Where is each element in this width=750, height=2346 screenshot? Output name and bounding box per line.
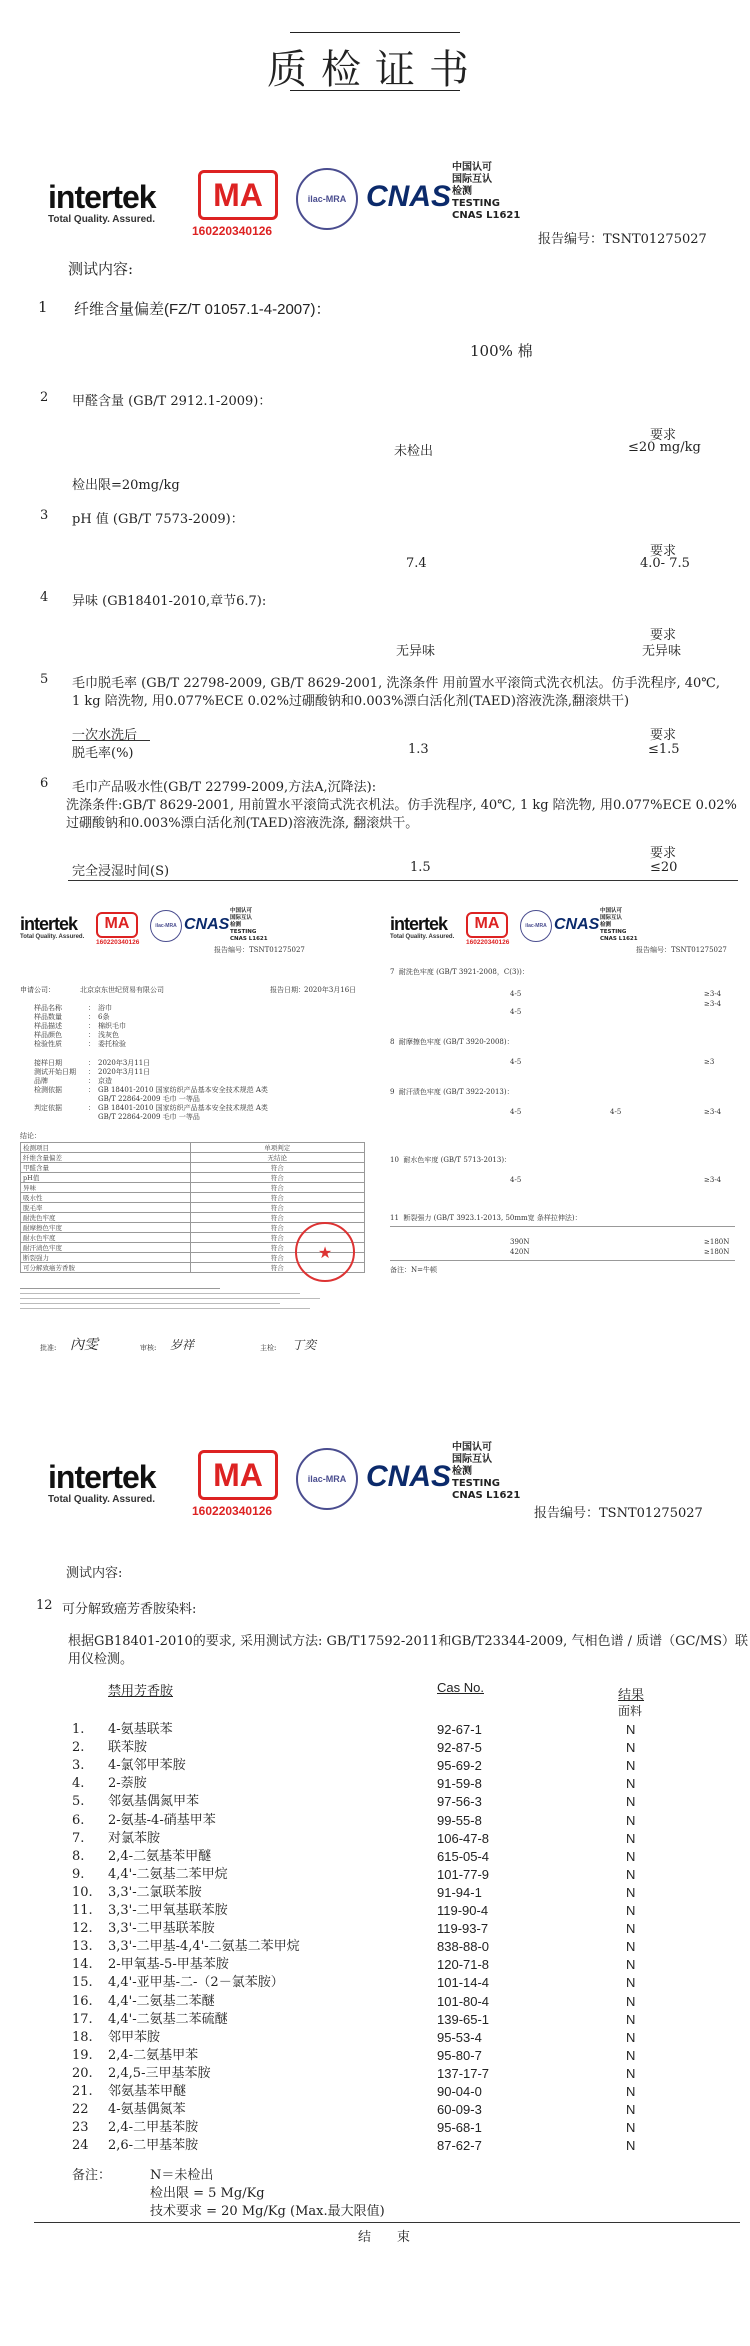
amine-name: 4-氨基联苯 xyxy=(108,1722,173,1737)
amine-name: 2-萘胺 xyxy=(108,1776,147,1792)
amine-cas: 95-68-1 xyxy=(437,2120,482,2136)
mini-right-ilac-logo: ilac-MRA xyxy=(520,910,552,942)
mini-left-sign-review: 审核: xyxy=(140,1344,157,1352)
mini-left-table-row xyxy=(21,1213,365,1223)
item-12-desc-2: 用仪检测。 xyxy=(68,1652,134,1667)
amine-res: N xyxy=(626,2011,636,2027)
item-5-title-2: 1 kg 陪洗物, 用0.077%ECE 0.02%过硼酸钠和0.003%漂白活化剂(TAED)溶液洗涤,翻滚烘干) xyxy=(72,694,630,709)
note-1: N＝未检出 xyxy=(150,2168,214,2183)
mini-right-report-no: 报告编号：TSNT01275027 xyxy=(636,946,727,954)
mini-left-info-cell: 测试开始日期 xyxy=(34,1068,76,1076)
amine-res: N xyxy=(626,2029,636,2045)
item-12-num: 12 xyxy=(36,1598,53,1613)
mini-left-table-row xyxy=(21,1193,365,1203)
item-3-num: 3 xyxy=(40,508,49,523)
mini-left-table-cell: 无结论 xyxy=(190,1153,365,1163)
amine-no: 17. xyxy=(72,2011,93,2027)
mini-left-info-cell: 检测依据 xyxy=(34,1086,62,1094)
mini-left-info-cell: ： xyxy=(88,1004,95,1012)
title-bottom-rule xyxy=(290,90,460,91)
mini-right-ma-code: 160220340126 xyxy=(466,939,510,946)
mini-right-req-2: ≥3-4 xyxy=(704,1000,722,1008)
amine-no: 16. xyxy=(72,1993,93,2009)
amine-no: 19. xyxy=(72,2047,93,2063)
amine-cas: 119-93-7 xyxy=(437,1921,489,1937)
tagline-3: Total Quality. Assured. xyxy=(48,1494,156,1505)
item-2-num: 2 xyxy=(40,390,49,405)
amine-no: 6. xyxy=(72,1812,85,1828)
amine-cas: 87-62-7 xyxy=(437,2138,482,2154)
amine-no: 4. xyxy=(72,1776,85,1792)
item-5-title: 毛巾脱毛率 (GB/T 22798-2009, GB/T 8629-2001, 洗涤条件 用前置水平滚筒式洗衣机法。仿手洗程序, 40℃, xyxy=(72,676,720,691)
amine-no: 18. xyxy=(72,2029,93,2045)
mini-right-sec-10: 10 耐水色牢度 (GB/T 5713-2013)： xyxy=(390,1156,512,1164)
amine-cas: 101-80-4 xyxy=(437,1993,490,2009)
mini-left-ma-code: 160220340126 xyxy=(96,939,140,946)
mini-left-info-cell: ： xyxy=(88,1068,95,1076)
amine-cas: 120-71-8 xyxy=(437,1957,490,1973)
mini-left-cnas-logo: CNAS xyxy=(184,916,230,933)
item-5-sub-rule xyxy=(72,740,150,741)
amine-res: N xyxy=(626,2065,636,2081)
ma-logo: MA xyxy=(198,170,278,220)
amine-name: 邻甲苯胺 xyxy=(108,2029,161,2045)
item-3-req-label: 要求 xyxy=(650,544,677,559)
item-5-req: ≤1.5 xyxy=(648,742,680,757)
item-1-num: 1 xyxy=(38,298,48,316)
amine-no: 11. xyxy=(72,1903,93,1918)
end-mark: 结 束 xyxy=(358,2230,411,2245)
amine-res: N xyxy=(626,1921,636,1937)
mini-left-applicant-val: 北京京东世纪贸易有限公司 xyxy=(80,986,164,994)
amine-cas: 95-80-7 xyxy=(437,2047,482,2063)
amine-name: 3,3'-二甲氧基联苯胺 xyxy=(108,1903,228,1918)
amine-name: 邻氨基偶氮甲苯 xyxy=(108,1794,200,1810)
item-3-result: 7.4 xyxy=(406,556,427,571)
mini-left-info-cell: ： xyxy=(88,1040,95,1048)
mini-left-info-cell: 棉织毛巾 xyxy=(98,1022,126,1030)
section-label: 测试内容: xyxy=(68,260,134,278)
note-label: 备注： xyxy=(72,2168,112,2183)
mini-right-rule-2 xyxy=(390,1260,735,1261)
mini-left-table-cell: 符合 xyxy=(190,1223,365,1233)
amine-no: 13. xyxy=(72,1939,93,1955)
mini-left-info-cell: ： xyxy=(88,1059,95,1067)
amine-cas: 838-88-0 xyxy=(437,1939,490,1955)
mini-left-table-cell: 异味 xyxy=(21,1183,191,1193)
ma-code-3: 160220340126 xyxy=(192,1504,273,1518)
mini-left-info-cell: 样品颜色 xyxy=(34,1031,62,1039)
mini-right-sec-9: 9 耐汗渍色牢度 (GB/T 3922-2013)： xyxy=(390,1088,514,1096)
mini-left-table-cell: 符合 xyxy=(190,1253,365,1263)
amine-cas: 119-90-4 xyxy=(437,1903,489,1918)
item-3-req: 4.0- 7.5 xyxy=(640,556,690,571)
col-result: 结果 xyxy=(618,1688,645,1703)
amine-cas: 60-09-3 xyxy=(437,2102,482,2118)
note-3: 技术要求 = 20 Mg/Kg (Max.最大限值) xyxy=(150,2204,385,2219)
item-1-result: 100% 棉 xyxy=(470,342,533,360)
amine-name: 4,4'-二氨基二苯硫醚 xyxy=(108,2011,228,2027)
ma-code: 160220340126 xyxy=(192,224,273,238)
mini-left-sign-approve: 批准: xyxy=(40,1344,57,1352)
ilac-logo-3: ilac-MRA xyxy=(296,1448,358,1510)
item-2-req: ≤20 mg/kg xyxy=(628,440,701,455)
mini-right-req-7: ≥180N xyxy=(704,1248,730,1256)
mini-left-info-cell: ： xyxy=(88,1013,95,1021)
mini-right-val-2: 4-5 xyxy=(510,1008,522,1016)
item-4-num: 4 xyxy=(40,590,49,605)
mini-left-notes xyxy=(20,1288,365,1309)
signature-3: 丁奕 xyxy=(292,1338,317,1352)
mini-left-table-cell: 符合 xyxy=(190,1203,365,1213)
mini-left-info-cell: 6条 xyxy=(98,1013,110,1021)
item-4-req-label: 要求 xyxy=(650,628,677,643)
mini-left-info-cell: ： xyxy=(88,1104,95,1112)
mini-right-ma-logo: MA xyxy=(466,912,508,938)
amine-no: 3. xyxy=(72,1758,85,1774)
item-12-title: 可分解致癌芳香胺染料: xyxy=(62,1602,197,1617)
amine-name: 3,3'-二氯联苯胺 xyxy=(108,1884,202,1900)
item-6-num: 6 xyxy=(40,776,49,791)
mini-left-info-cell: 样品数量 xyxy=(34,1013,62,1021)
mini-left-table-cell: 符合 xyxy=(190,1263,365,1273)
mini-left-table-cell: 耐摩擦色牢度 xyxy=(21,1223,191,1233)
mini-left-info-cell: 委托检验 xyxy=(98,1040,126,1048)
mini-right-sec-11: 11 断裂强力 (GB/T 3923.1-2013, 50mm宽 条样拉伸法)： xyxy=(390,1214,582,1222)
mini-right-req-4: ≥3-4 xyxy=(704,1108,722,1116)
amine-cas: 95-53-4 xyxy=(437,2029,482,2045)
amine-no: 14. xyxy=(72,1957,93,1973)
signature-2: 岁祥 xyxy=(170,1338,195,1352)
mini-left-table-cell: 断裂强力 xyxy=(21,1253,191,1263)
amine-cas: 101-77-9 xyxy=(437,1866,490,1882)
amine-name: 3,3'-二甲基联苯胺 xyxy=(108,1921,215,1937)
mini-left-table-head-cell: 检测项目 xyxy=(21,1143,191,1153)
amine-cas: 92-87-5 xyxy=(437,1740,482,1756)
mini-right-val-8: 420N xyxy=(510,1248,530,1256)
mini-left-table-cell: 符合 xyxy=(190,1163,365,1173)
item-5-num: 5 xyxy=(40,672,49,687)
mini-right-note: 备注：N=牛顿 xyxy=(390,1266,437,1274)
item-5-result: 1.3 xyxy=(408,742,429,757)
mini-left-info-cell: 2020年3月11日 xyxy=(98,1068,151,1076)
amine-res: N xyxy=(626,1975,636,1991)
amine-res: N xyxy=(626,1722,636,1737)
mini-left-table-cell: 符合 xyxy=(190,1183,365,1193)
mini-left-info-cell: 2020年3月11日 xyxy=(98,1059,151,1067)
amine-no: 10. xyxy=(72,1884,93,1900)
mini-left-sign-main: 主检: xyxy=(260,1344,277,1352)
amine-no: 20. xyxy=(72,2065,93,2081)
item-4-req: 无异味 xyxy=(642,644,682,659)
amine-res: N xyxy=(626,1903,636,1918)
mini-left-info-cell: 京造 xyxy=(98,1077,112,1085)
note-2: 检出限 = 5 Mg/Kg xyxy=(150,2186,265,2201)
mini-left-table-cell: 符合 xyxy=(190,1213,365,1223)
report-number-3: 报告编号：TSNT01275027 xyxy=(534,1506,703,1521)
mini-left-table-row xyxy=(21,1153,365,1163)
mini-left-table-row xyxy=(21,1173,365,1183)
cnas-side-text: 中国认可 国际互认 检测 TESTING CNAS L1621 xyxy=(452,162,521,221)
item-2-req-label: 要求 xyxy=(650,428,677,443)
amine-res: N xyxy=(626,1758,636,1774)
cnas-side-text-3: 中国认可 国际互认 检测 TESTING CNAS L1621 xyxy=(452,1442,521,1501)
amine-res: N xyxy=(626,2084,636,2099)
amine-name: 4,4'-二氨基二苯醚 xyxy=(108,1993,215,2009)
mini-right-val-1: 4-5 xyxy=(510,990,522,998)
mini-right-req-3: ≥3 xyxy=(704,1058,715,1066)
mini-left-cnas-side: 中国认可 国际互认 检测 TESTING CNAS L1621 xyxy=(230,908,268,942)
mini-left-table-cell: pH值 xyxy=(21,1173,191,1183)
col-amine-name: 禁用芳香胺 xyxy=(108,1684,174,1699)
amine-res: N xyxy=(626,1776,636,1792)
mini-left-report-no: 报告编号：TSNT01275027 xyxy=(214,946,305,954)
amine-name: 2,4-二氨基甲苯 xyxy=(108,2047,199,2063)
item-12-desc-1: 根据GB18401-2010的要求, 采用测试方法: GB/T17592-2011和GB/T23344-2009, 气相色谱 / 质谱（GC/MS）联 xyxy=(68,1634,749,1649)
mini-left-date-val: 2020年3月16日 xyxy=(304,986,357,994)
mini-right-cnas-logo: CNAS xyxy=(554,916,600,933)
mini-left-info-cell: 样品描述 xyxy=(34,1022,62,1030)
amine-res: N xyxy=(626,1812,636,1828)
amine-cas: 92-67-1 xyxy=(437,1722,482,1737)
amine-no: 22 xyxy=(72,2102,89,2118)
amine-name: 2,4-二甲基苯胺 xyxy=(108,2120,199,2136)
mini-left-table-cell: 脱毛率 xyxy=(21,1203,191,1213)
mini-left-info-cell: 浅灰色 xyxy=(98,1031,119,1039)
item-6-title: 毛巾产品吸水性(GB/T 22799-2009,方法A,沉降法): xyxy=(72,780,377,795)
mini-right-val-4: 4-5 xyxy=(510,1108,522,1116)
amine-no: 15. xyxy=(72,1975,93,1991)
amine-cas: 139-65-1 xyxy=(437,2011,490,2027)
amine-res: N xyxy=(626,1939,636,1955)
amine-no: 8. xyxy=(72,1848,85,1864)
amine-name: 联苯胺 xyxy=(108,1740,148,1756)
amine-no: 12. xyxy=(72,1921,93,1937)
red-seal-stamp: ★ xyxy=(295,1222,355,1282)
item-3-title: pH 值 (GB/T 7573-2009)： xyxy=(72,512,244,527)
mini-left-info-cell: 品牌 xyxy=(34,1077,48,1085)
mini-left-table-cell: 吸水性 xyxy=(21,1193,191,1203)
mini-right-rule xyxy=(390,1226,735,1227)
mini-left-ma-logo: MA xyxy=(96,912,138,938)
mini-left-info-cell: GB 18401-2010 国家纺织产品基本安全技术规范 A类 xyxy=(98,1086,268,1094)
item-4-title: 异味 (GB18401-2010,章节6.7): xyxy=(72,594,267,609)
amine-name: 2,4,5-三甲基苯胺 xyxy=(108,2065,211,2081)
amine-no: 23 xyxy=(72,2120,89,2136)
amine-res: N xyxy=(626,1866,636,1882)
mini-left-intertek-logo: intertek xyxy=(20,914,78,934)
mini-page-right xyxy=(390,908,740,1356)
mini-left-table-cell: 耐洗色牢度 xyxy=(21,1213,191,1223)
mini-left-info-cell: GB/T 22864-2009 毛巾 一等品 xyxy=(98,1113,200,1121)
mini-left-info-cell: ： xyxy=(88,1086,95,1094)
tagline: Total Quality. Assured. xyxy=(48,214,156,225)
mini-left-table-head-cell: 单项判定 xyxy=(190,1143,365,1153)
col-cas-no: Cas No. xyxy=(437,1680,484,1695)
intertek-logo-3: intertek xyxy=(48,1459,156,1495)
signature-1: 內雯 xyxy=(70,1337,98,1353)
amine-cas: 106-47-8 xyxy=(437,1830,490,1846)
item-2-result: 未检出 xyxy=(394,444,434,459)
mini-left-info-cell: ： xyxy=(88,1022,95,1030)
mini-right-intertek-logo: intertek xyxy=(390,914,448,934)
item-6-sub: 完全浸湿时间(S) xyxy=(72,864,170,879)
amine-cas: 90-04-0 xyxy=(437,2084,482,2099)
amine-res: N xyxy=(626,2138,636,2154)
mini-left-table-head xyxy=(21,1143,365,1153)
mini-left-table-cell: 符合 xyxy=(190,1233,365,1243)
mini-left-table-cell: 耐水色牢度 xyxy=(21,1233,191,1243)
page1-bottom-rule xyxy=(68,880,738,881)
amine-cas: 91-59-8 xyxy=(437,1776,482,1792)
report-number: 报告编号：TSNT01275027 xyxy=(538,232,707,247)
item-6-title-2: 洗涤条件:GB/T 8629-2001, 用前置水平滚筒式洗衣机法。仿手洗程序, 40℃, 1 kg 陪洗物, 用0.077%ECE 0.02% xyxy=(66,798,737,813)
intertek-logo: intertek xyxy=(48,179,156,215)
item-5-sub2: 脱毛率(%) xyxy=(72,746,134,761)
title-top-rule xyxy=(290,32,460,33)
mini-left-info-cell: GB 18401-2010 国家纺织产品基本安全技术规范 A类 xyxy=(98,1104,268,1112)
amine-no: 1. xyxy=(72,1722,85,1737)
mini-right-req-6: ≥180N xyxy=(704,1238,730,1246)
mini-left-info-cell: 接样日期 xyxy=(34,1059,62,1067)
amine-res: N xyxy=(626,1884,636,1900)
amine-name: 2,4-二氨基苯甲醚 xyxy=(108,1848,212,1864)
item-6-result: 1.5 xyxy=(410,860,431,875)
amine-name: 2-氨基-4-硝基甲苯 xyxy=(108,1812,216,1828)
ilac-logo: ilac-MRA xyxy=(296,168,358,230)
mini-left-table-cell: 甲醛含量 xyxy=(21,1163,191,1173)
mini-right-sec-7: 7 耐洗色牢度 (GB/T 3921-2008，C(3))： xyxy=(390,968,529,976)
mini-right-sec-8: 8 耐摩擦色牢度 (GB/T 3920-2008)： xyxy=(390,1038,514,1046)
mini-left-info-cell: 检验性质 xyxy=(34,1040,62,1048)
amine-res: N xyxy=(626,1794,636,1810)
amine-name: 4-氯邻甲苯胺 xyxy=(108,1758,186,1774)
item-6-title-3: 过硼酸钠和0.003%漂白活化剂(TAED)溶液洗涤, 翻滚烘干。 xyxy=(66,816,419,831)
amine-res: N xyxy=(626,2120,636,2136)
mini-right-cnas-side: 中国认可 国际互认 检测 TESTING CNAS L1621 xyxy=(600,908,638,942)
amine-name: 4,4'-二氨基二苯甲烷 xyxy=(108,1866,228,1882)
item-6-req-label: 要求 xyxy=(650,846,677,861)
amine-cas: 99-55-8 xyxy=(437,1812,482,1828)
item-5-sub1: 一次水洗后 xyxy=(72,728,138,743)
page3-section-label: 测试内容: xyxy=(66,1566,123,1581)
amine-name: 2,6-二甲基苯胺 xyxy=(108,2138,199,2154)
amine-res: N xyxy=(626,2047,636,2063)
mini-right-req-5: ≥3-4 xyxy=(704,1176,722,1184)
amine-name: 3,3'-二甲基-4,4'-二氨基二苯甲烷 xyxy=(108,1939,300,1955)
mini-left-conclusion-label: 结论： xyxy=(20,1132,41,1140)
mini-left-table-row xyxy=(21,1203,365,1213)
mini-left-info-cell: 判定依据 xyxy=(34,1104,62,1112)
mini-left-info-cell: 浴巾 xyxy=(98,1004,112,1012)
amine-res: N xyxy=(626,2102,636,2118)
amine-cas: 101-14-4 xyxy=(437,1975,490,1991)
amine-name: 2-甲氧基-5-甲基苯胺 xyxy=(108,1957,229,1973)
mini-left-date-label: 报告日期： xyxy=(270,986,305,994)
mini-left-info-cell: 样品名称 xyxy=(34,1004,62,1012)
mini-right-req-1: ≥3-4 xyxy=(704,990,722,998)
mini-left-table-row xyxy=(21,1163,365,1173)
mini-left-table-cell: 可分解致癌芳香胺 xyxy=(21,1263,191,1273)
mini-left-info-cell: ： xyxy=(88,1077,95,1085)
item-2-note: 检出限=20mg/kg xyxy=(72,478,180,493)
amine-no: 24 xyxy=(72,2138,89,2154)
mini-left-table-row xyxy=(21,1183,365,1193)
amine-name: 4,4'-亚甲基-二-（2－氯苯胺） xyxy=(108,1975,284,1991)
mini-right-val-3: 4-5 xyxy=(510,1058,522,1066)
amine-res: N xyxy=(626,1830,636,1846)
mini-left-table-cell: 符合 xyxy=(190,1173,365,1183)
amine-name: 对氯苯胺 xyxy=(108,1830,161,1846)
col-result-sub: 面料 xyxy=(618,1704,643,1718)
amine-no: 5. xyxy=(72,1794,85,1810)
amine-cas: 97-56-3 xyxy=(437,1794,482,1810)
amine-cas: 615-05-4 xyxy=(437,1848,490,1864)
item-5-req-label: 要求 xyxy=(650,728,677,743)
amine-name: 4-氨基偶氮苯 xyxy=(108,2102,186,2118)
amine-cas: 95-69-2 xyxy=(437,1758,482,1774)
mini-left-info-cell: ： xyxy=(88,1031,95,1039)
mini-left-tagline: Total Quality. Assured. xyxy=(20,934,85,940)
cnas-logo: CNAS xyxy=(366,180,452,213)
item-4-result: 无异味 xyxy=(396,644,436,659)
amine-no: 9. xyxy=(72,1866,85,1882)
mini-left-table-cell: 耐汗渍色牢度 xyxy=(21,1243,191,1253)
amine-res: N xyxy=(626,1740,636,1756)
mini-left-applicant: 申请公司： xyxy=(20,986,55,994)
amine-res: N xyxy=(626,1993,636,2009)
amine-cas: 137-17-7 xyxy=(437,2065,490,2081)
page3-bottom-rule xyxy=(34,2222,740,2223)
mini-right-val-5: 4-5 xyxy=(610,1108,622,1116)
ma-logo-3: MA xyxy=(198,1450,278,1500)
mini-right-val-7: 390N xyxy=(510,1238,530,1246)
item-2-title: 甲醛含量 (GB/T 2912.1-2009)： xyxy=(72,394,272,409)
mini-left-info-cell: GB/T 22864-2009 毛巾 一等品 xyxy=(98,1095,200,1103)
doc-title: 质检证书 xyxy=(267,47,483,93)
amine-cas: 91-94-1 xyxy=(437,1884,482,1900)
mini-right-tagline: Total Quality. Assured. xyxy=(390,934,455,940)
amine-no: 21. xyxy=(72,2084,93,2099)
item-6-req: ≤20 xyxy=(650,860,678,875)
amine-no: 2. xyxy=(72,1740,85,1756)
amine-name: 邻氨基苯甲醚 xyxy=(108,2084,187,2099)
mini-right-val-6: 4-5 xyxy=(510,1176,522,1184)
mini-page-left xyxy=(20,908,370,1356)
mini-left-table-cell: 符合 xyxy=(190,1193,365,1203)
mini-left-table-cell: 符合 xyxy=(190,1243,365,1253)
item-1-title: 纤维含量偏差(FZ/T 01057.1-4-2007)： xyxy=(74,301,331,318)
amine-res: N xyxy=(626,1957,636,1973)
cnas-logo-3: CNAS xyxy=(366,1460,452,1493)
mini-left-ilac-logo: ilac-MRA xyxy=(150,910,182,942)
amine-no: 7. xyxy=(72,1830,85,1846)
mini-left-table-cell: 纤维含量偏差 xyxy=(21,1153,191,1163)
amine-res: N xyxy=(626,1848,636,1864)
